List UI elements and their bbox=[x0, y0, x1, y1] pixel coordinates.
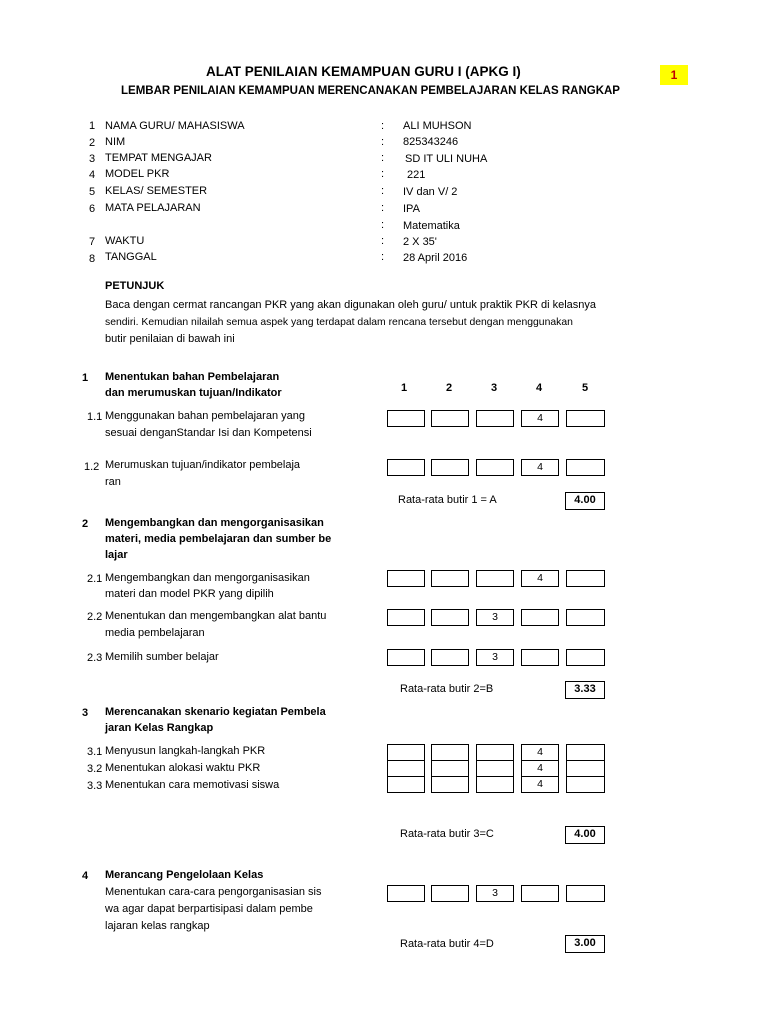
score-cell[interactable] bbox=[566, 744, 605, 761]
identity-num: 6 bbox=[89, 203, 96, 215]
score-cell[interactable] bbox=[566, 649, 605, 666]
item-number: 1.1 bbox=[87, 411, 103, 423]
section-number: 2 bbox=[82, 518, 89, 530]
identity-label: TEMPAT MENGAJAR bbox=[105, 152, 212, 164]
score-cell[interactable] bbox=[431, 609, 469, 626]
section-title: dan merumuskan tujuan/Indikator bbox=[105, 387, 282, 399]
section-title: materi, media pembelajaran dan sumber be bbox=[105, 533, 332, 545]
identity-colon: : bbox=[381, 185, 385, 197]
score-cell[interactable] bbox=[476, 459, 514, 476]
page-subtitle: LEMBAR PENILAIAN KEMAMPUAN MERENCANAKAN PEMBELAJARAN KELAS RANGKAP bbox=[121, 85, 620, 97]
score-cell-selected[interactable]: 3 bbox=[476, 885, 514, 902]
scale-header-4: 4 bbox=[536, 382, 543, 394]
score-cell[interactable] bbox=[521, 609, 559, 626]
identity-label: MODEL PKR bbox=[105, 168, 170, 180]
scale-header-2: 2 bbox=[446, 382, 453, 394]
score-cell[interactable] bbox=[387, 760, 425, 777]
identity-value: 221 bbox=[407, 169, 426, 181]
score-cell[interactable] bbox=[476, 776, 514, 793]
item-text: Mengembangkan dan mengorganisasikan bbox=[105, 572, 310, 584]
score-cell[interactable] bbox=[566, 760, 605, 777]
identity-num: 5 bbox=[89, 186, 96, 198]
score-cell-selected[interactable]: 4 bbox=[521, 760, 559, 777]
identity-colon: : bbox=[381, 136, 385, 148]
item-number: 3.3 bbox=[87, 780, 103, 792]
item-text: Menentukan alokasi waktu PKR bbox=[105, 762, 261, 774]
instructions-line: sendiri. Kemudian nilailah semua aspek yang terdapat dalam rencana tersebut dengan menggunakan bbox=[105, 317, 573, 328]
average-value: 4.00 bbox=[565, 826, 605, 844]
item-number: 3.1 bbox=[87, 746, 103, 758]
score-cell[interactable] bbox=[476, 570, 514, 587]
score-cell[interactable] bbox=[476, 744, 514, 761]
section-number: 4 bbox=[82, 870, 89, 882]
identity-label: NAMA GURU/ MAHASISWA bbox=[105, 120, 245, 132]
identity-colon: : bbox=[381, 152, 385, 164]
score-cell[interactable] bbox=[387, 570, 425, 587]
page-title: ALAT PENILAIAN KEMAMPUAN GURU I (APKG I) bbox=[206, 64, 521, 79]
instructions-line: Baca dengan cermat rancangan PKR yang akan digunakan oleh guru/ untuk praktik PKR di kelasnya bbox=[105, 299, 597, 311]
instructions-line: butir penilaian di bawah ini bbox=[105, 333, 235, 345]
identity-num: 3 bbox=[89, 153, 96, 165]
item-text: Memilih sumber belajar bbox=[105, 651, 219, 663]
identity-label: MATA PELAJARAN bbox=[105, 202, 201, 214]
item-number: 2.1 bbox=[87, 573, 103, 585]
identity-colon: : bbox=[381, 202, 385, 214]
score-cell-selected[interactable]: 4 bbox=[521, 410, 559, 427]
identity-label: WAKTU bbox=[105, 235, 145, 247]
identity-num: 8 bbox=[89, 253, 96, 265]
item-number: 3.2 bbox=[87, 763, 103, 775]
score-cell[interactable] bbox=[387, 459, 425, 476]
item-text: Menentukan cara-cara pengorganisasian sis bbox=[105, 886, 322, 898]
score-cell-selected[interactable]: 4 bbox=[521, 570, 559, 587]
score-cell[interactable] bbox=[387, 744, 425, 761]
score-cell[interactable] bbox=[566, 885, 605, 902]
score-cell-selected[interactable]: 4 bbox=[521, 459, 559, 476]
section-number: 3 bbox=[82, 707, 89, 719]
score-cell[interactable] bbox=[431, 885, 469, 902]
item-text: Menyusun langkah-langkah PKR bbox=[105, 745, 266, 757]
score-cell-selected[interactable]: 4 bbox=[521, 776, 559, 793]
score-cell[interactable] bbox=[476, 760, 514, 777]
score-cell[interactable] bbox=[521, 885, 559, 902]
score-cell[interactable] bbox=[431, 410, 469, 427]
identity-label: NIM bbox=[105, 136, 126, 148]
item-text: Menentukan dan mengembangkan alat bantu bbox=[105, 610, 327, 622]
score-cell-selected[interactable]: 4 bbox=[521, 744, 559, 761]
instructions-heading: PETUNJUK bbox=[105, 280, 165, 292]
identity-num: 7 bbox=[89, 236, 96, 248]
identity-value: ALI MUHSON bbox=[403, 120, 472, 132]
score-cell[interactable] bbox=[566, 570, 605, 587]
score-cell[interactable] bbox=[431, 776, 469, 793]
score-cell[interactable] bbox=[431, 459, 469, 476]
identity-num: 4 bbox=[89, 169, 96, 181]
score-cell[interactable] bbox=[431, 649, 469, 666]
score-cell-selected[interactable]: 3 bbox=[476, 649, 514, 666]
identity-value: 28 April 2016 bbox=[403, 252, 468, 264]
identity-value: IV dan V/ 2 bbox=[403, 186, 458, 198]
score-cell[interactable] bbox=[431, 744, 469, 761]
section-title: Menentukan bahan Pembelajaran bbox=[105, 371, 280, 383]
identity-colon: : bbox=[381, 219, 385, 231]
page-number-badge: 1 bbox=[660, 65, 688, 85]
identity-value: 2 X 35' bbox=[403, 236, 437, 248]
item-number: 1.2 bbox=[84, 461, 100, 473]
score-cell[interactable] bbox=[431, 760, 469, 777]
scale-header-5: 5 bbox=[582, 382, 589, 394]
score-cell[interactable] bbox=[566, 609, 605, 626]
item-number: 2.3 bbox=[87, 652, 103, 664]
item-text: Merumuskan tujuan/indikator pembelaja bbox=[105, 459, 301, 471]
item-text: sesuai denganStandar Isi dan Kompetensi bbox=[105, 427, 312, 439]
identity-value: IPA bbox=[403, 203, 420, 215]
identity-value: 825343246 bbox=[403, 136, 459, 148]
identity-colon: : bbox=[381, 251, 385, 263]
identity-colon: : bbox=[381, 168, 385, 180]
section-number: 1 bbox=[82, 372, 89, 384]
section-title: Merencanakan skenario kegiatan Pembela bbox=[105, 706, 326, 718]
identity-num: 1 bbox=[89, 120, 96, 132]
item-text: wa agar dapat berpartisipasi dalam pembe bbox=[105, 903, 313, 915]
item-text: media pembelajaran bbox=[105, 627, 205, 639]
average-value: 4.00 bbox=[565, 492, 605, 510]
item-text: Menentukan cara memotivasi siswa bbox=[105, 779, 280, 791]
average-label: Rata-rata butir 3=C bbox=[400, 828, 494, 840]
average-value: 3.00 bbox=[565, 935, 605, 953]
section-title: Merancang Pengelolaan Kelas bbox=[105, 869, 264, 881]
section-title: Mengembangkan dan mengorganisasikan bbox=[105, 517, 324, 529]
section-title: lajar bbox=[105, 549, 128, 561]
score-cell[interactable] bbox=[387, 776, 425, 793]
scale-header-3: 3 bbox=[491, 382, 498, 394]
average-label: Rata-rata butir 1 = A bbox=[398, 494, 497, 506]
average-label: Rata-rata butir 2=B bbox=[400, 683, 494, 695]
scale-header-1: 1 bbox=[401, 382, 408, 394]
score-cell[interactable] bbox=[387, 410, 425, 427]
score-cell[interactable] bbox=[387, 885, 425, 902]
score-cell[interactable] bbox=[566, 410, 605, 427]
average-label: Rata-rata butir 4=D bbox=[400, 938, 494, 950]
identity-value: Matematika bbox=[403, 220, 460, 232]
item-number: 2.2 bbox=[87, 611, 103, 623]
identity-colon: : bbox=[381, 235, 385, 247]
average-value: 3.33 bbox=[565, 681, 605, 699]
score-cell[interactable] bbox=[521, 649, 559, 666]
score-cell[interactable] bbox=[387, 649, 425, 666]
item-text: ran bbox=[105, 476, 121, 488]
score-cell-selected[interactable]: 3 bbox=[476, 609, 514, 626]
identity-num: 2 bbox=[89, 137, 96, 149]
score-cell[interactable] bbox=[566, 459, 605, 476]
section-title: jaran Kelas Rangkap bbox=[105, 722, 214, 734]
item-text: lajaran kelas rangkap bbox=[105, 920, 210, 932]
score-cell[interactable] bbox=[476, 410, 514, 427]
score-cell[interactable] bbox=[566, 776, 605, 793]
item-text: Menggunakan bahan pembelajaran yang bbox=[105, 410, 305, 422]
identity-colon: : bbox=[381, 120, 385, 132]
item-text: materi dan model PKR yang dipilih bbox=[105, 588, 274, 600]
identity-label: TANGGAL bbox=[105, 251, 157, 263]
score-cell[interactable] bbox=[431, 570, 469, 587]
score-cell[interactable] bbox=[387, 609, 425, 626]
identity-value: SD IT ULI NUHA bbox=[405, 153, 488, 165]
identity-label: KELAS/ SEMESTER bbox=[105, 185, 208, 197]
